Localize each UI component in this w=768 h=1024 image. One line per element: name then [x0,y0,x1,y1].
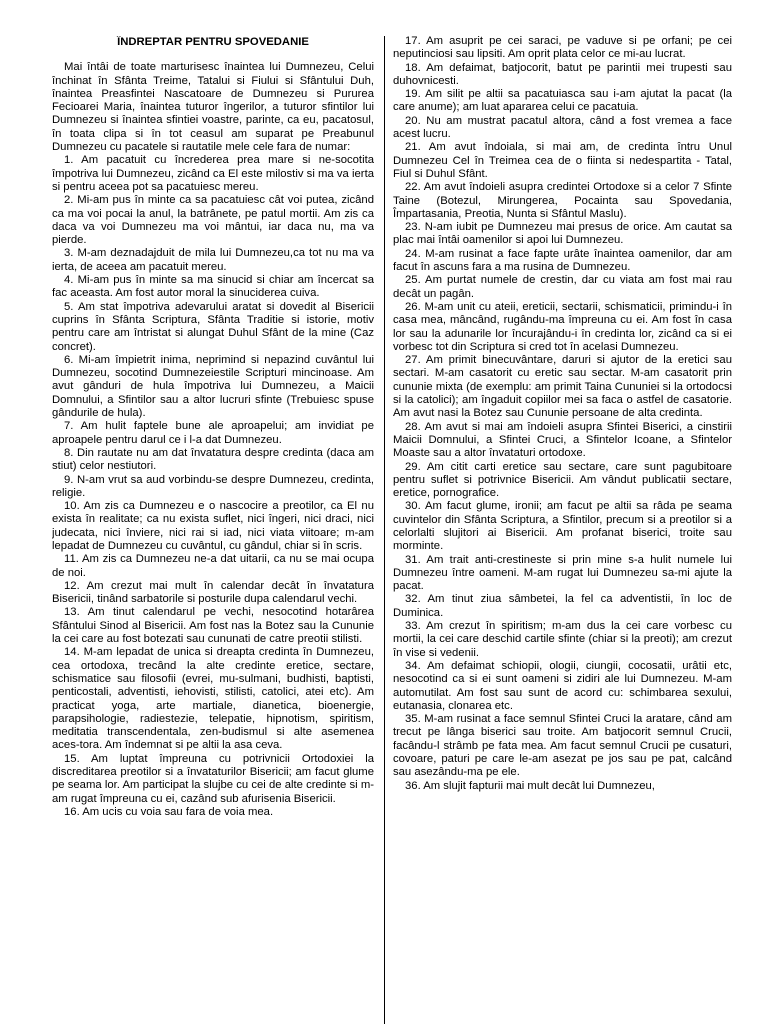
item-32: 32. Am tinut ziua sâmbetei, la fel ca adventistii, în loc de Duminica. [393,593,732,619]
item-5: 5. Am stat împotriva adevarului aratat si dovedit al Bisericii cuprins în Sfânta Scriptura, Sfânta Traditie si istorie, motiv pentru care am întristat si alungat Duhul Sfânt de la mine (Caz concret). [52,300,374,353]
item-4: 4. Mi-am pus în minte sa ma sinucid si chiar am încercat sa fac aceasta. Am fost autor moral la sinuciderea cuiva. [52,274,374,300]
item-19: 19. Am silit pe altii sa pacatuiasca sau i-am ajutat la pacat (la care anume); am luat apararea celui ce pacatuia. [393,88,732,114]
item-34: 34. Am defaimat schiopii, ologii, ciungii, cocosatii, urâtii etc, nesocotind ca si ei sunt oameni si zidiri ale lui Dumnezeu. M-am automutilat. Am fost sau sunt de acord cu: schimbarea sexului, eutanasia, clonarea etc. [393,659,732,712]
item-17: 17. Am asuprit pe cei saraci, pe vaduve si pe orfani; pe cei neputinciosi sau lipsiti. Am oprit plata celor ce mi-au lucrat. [393,35,732,61]
column-divider [384,36,385,1024]
item-31: 31. Am trait anti-crestineste si prin mine s-a hulit numele lui Dumnezeu între oameni. M-am rugat lui Dumnezeu sa-mi ajute la pacat. [393,553,732,593]
item-16: 16. Am ucis cu voia sau fara de voia mea. [64,805,274,818]
item-12: 12. Am crezut mai mult în calendar decât în învatatura Bisericii, tinând sarbatorile si posturile dupa calendarul vechi. [52,579,374,606]
intro-paragraph: Mai întâi de toate marturisesc înaintea lui Dumnezeu, Celui închinat în Sfânta Treime, Tatalui si Fiului si Sfântului Duh, înaintea Preasfintei Nascatoare de Dumnezeu si Pururea Fecioarei Maria, înaintea tuturor îngerilor, a tuturor sfintilor lui Dumnezeu si înaintea sfintiei voastre, parinte, ca eu, pacatosul, în toata clipa si în tot ceasul am suparat pe Preabunul Dumnezeu cu pacatele si rautatile mele cele fara de numar: [52,61,374,154]
item-11: 11. Am zis ca Dumnezeu ne-a dat uitarii, ca nu se mai ocupa de noi. [52,553,374,579]
document-title: ÎNDREPTAR PENTRU SPOVEDANIE [117,36,309,48]
item-10: 10. Am zis ca Dumnezeu e o nascocire a preotilor, ca El nu exista în realitate; ca nu exista suflet, nici îngeri, nici draci, nici judecata, nici înviere, nici rai si iad, nici viata viitoare; m-am lepadat de Dumnezeu cu cuvântul, cu gândul, chiar si în scris. [52,500,374,552]
item-24: 24. M-am rusinat a face fapte urâte înaintea oamenilor, dar am facut în ascuns fara a ma rusina de Dumnezeu. [393,247,732,274]
item-28: 28. Am avut si mai am îndoieli asupra Sfintei Biserici, a cinstirii Maicii Domnului, a Sfintei Cruci, a Sfintelor Icoane, a Sfintelor Moaste sau a altor învataturi ortodoxe. [393,420,732,460]
item-7: 7. Am hulit faptele bune ale aproapelui; am invidiat pe aproapele pentru darul ce i l-a dat Dumnezeu. [52,420,374,446]
item-9: 9. N-am vrut sa aud vorbindu-se despre Dumnezeu, credinta, religie. [52,473,374,499]
item-25: 25. Am purtat numele de crestin, dar cu viata am fost mai rau decât un pagân. [393,274,732,300]
item-14: 14. M-am lepadat de unica si dreapta credinta în Dumnezeu, cea ortodoxa, trecând la alte credinte eretice, sectare, schismatice sau filosofii (evrei, mu-sulmani, budhisti, baptisti, penticostali, adventisti, iehovisti, stilisti, catolici, atei etc). Am practicat yoga, arte martiale, dianetica, bioenergie, parapsihologie, radiestezie, telepatie, hipnotism, spiritism, meditatia transcendentala, zen-budismul si alte asemenea aces-tora. Am îndemnat si pe altii la asa ceva. [52,646,374,752]
item-8: 8. Din rautate nu am dat învatatura despre credinta (daca am stiut) celor nestiutori. [52,446,374,473]
item-29: 29. Am citit carti eretice sau sectare, care sunt pagubitoare pentru suflet si potrivnice Bisericii. Am vândut publicatii sectare, eretice, pornografice. [393,460,732,500]
item-1: 1. Am pacatuit cu încrederea prea mare si ne-socotita împotriva lui Dumnezeu, zicând ca El este milostiv si ma va ierta si pentru aceea pot sa pacatuiesc mereu. [52,154,374,193]
item-26: 26. M-am unit cu ateii, ereticii, sectarii, schismaticii, primindu-i în casa mea, mâncând, rugându-ma împreuna cu ei. Am fost în casa lor sau la adunarile lor încurajându-i în credinta lor, zicând ca si ei vorbesc tot din Scriptura si cred tot în acelasi Dumnezeu. [393,300,732,353]
item-22: 22. Am avut îndoieli asupra credintei Ortodoxe si a celor 7 Sfinte Taine (Botezul, Mirungerea, Pocainta sau Spovedania, Împartasania, Preotia, Nunta si Sfântul Maslu). [393,181,732,220]
item-35: 35. M-am rusinat a face semnul Sfintei Cruci la aratare, când am trecut pe lânga biserici sau troite. Am batjocorit semnul Crucii, facându-l strâmb pe fata mea. Am facut semnul Crucii pe cusaturi, covoare, paturi pe care le-am asezat pe jos sau pe pat, calcând sau asezându-ma pe ele. [393,713,732,779]
item-36: 36. Am slujit fapturii mai mult decât lui Dumnezeu, [405,779,655,792]
item-15: 15. Am luptat împreuna cu potrivnicii Ortodoxiei la discreditarea preotilor si a învataturilor Bisericii; am facut glume pe seama lor. Am participat la slujbe cu cei de alte credinte si m-am rugat împreuna cu ei, cazând sub afurisenia Bisericii. [52,752,374,805]
item-27: 27. Am primit binecuvântare, daruri si ajutor de la eretici sau sectari. M-am casatorit cu eretic sau sectar. M-am casatorit prin cununie mixta (de exemplu: am primit Taina Cununiei si la ortodocsi si la catolici); am îngaduit copiilor mei sa faca o astfel de casatorie. Am avut nasi la Botez sau Cununie persoane de alta credinta. [393,354,732,420]
item-23: 23. N-am iubit pe Dumnezeu mai presus de orice. Am cautat sa plac mai întâi oamenilor si apoi lui Dumnezeu. [393,221,732,247]
item-3: 3. M-am deznadajduit de mila lui Dumnezeu,ca tot nu ma va ierta, de aceea am pacatuit mereu. [52,247,374,273]
item-2: 2. Mi-am pus în minte ca sa pacatuiesc cât voi putea, zicând ca ma voi pocai la anul, la batrânete, pe patul mortii. Am zis ca daca va voi Dumnezeu ma voi mântui, iar daca nu, ma va pierde. [52,194,374,247]
left-column [52,36,374,1024]
item-18: 18. Am defaimat, batjocorit, batut pe parintii mei trupesti sau duhovnicesti. [393,61,732,87]
item-30: 30. Am facut glume, ironii; am facut pe altii sa râda pe seama cuvintelor din Sfânta Scriptura, a Sfintilor, precum si a preotilor si a celorlalti slujitori ai Bisericii. Am profanat biserici, troite sau morminte. [393,500,732,553]
item-6: 6. Mi-am împietrit inima, neprimind si nepazind cuvântul lui Dumnezeu, socotind Dumnezeiestile Scripturi mincinoase. Am avut gânduri de hula împotriva lui Dumnezeu, a Maicii Domnului, a Sfintilor sau a altor lucruri sfinte (Trebuiesc spuse gândurile de hula). [52,353,374,420]
item-33: 33. Am crezut în spiritism; m-am dus la cei care vorbesc cu mortii, la cei care deschid cartile sfinte (chiar si la preoti); am crezut în vise si vedenii. [393,620,732,659]
item-13: 13. Am tinut calendarul pe vechi, nesocotind hotarârea Sfântului Sinod al Bisericii. Am fost nas la Botez sau la Cununie la cei care au fost botezati sau cununati de catre preotii stilisti. [52,606,374,646]
right-column [393,35,732,1024]
item-20: 20. Nu am mustrat pacatul altora, când a fost vremea a face acest lucru. [393,114,732,141]
item-21: 21. Am avut îndoiala, si mai am, de credinta întru Unul Dumnezeu Cel în Treimea cea de o fiinta si nedespartita - Tatal, Fiul si Duhul Sfânt. [393,141,732,180]
